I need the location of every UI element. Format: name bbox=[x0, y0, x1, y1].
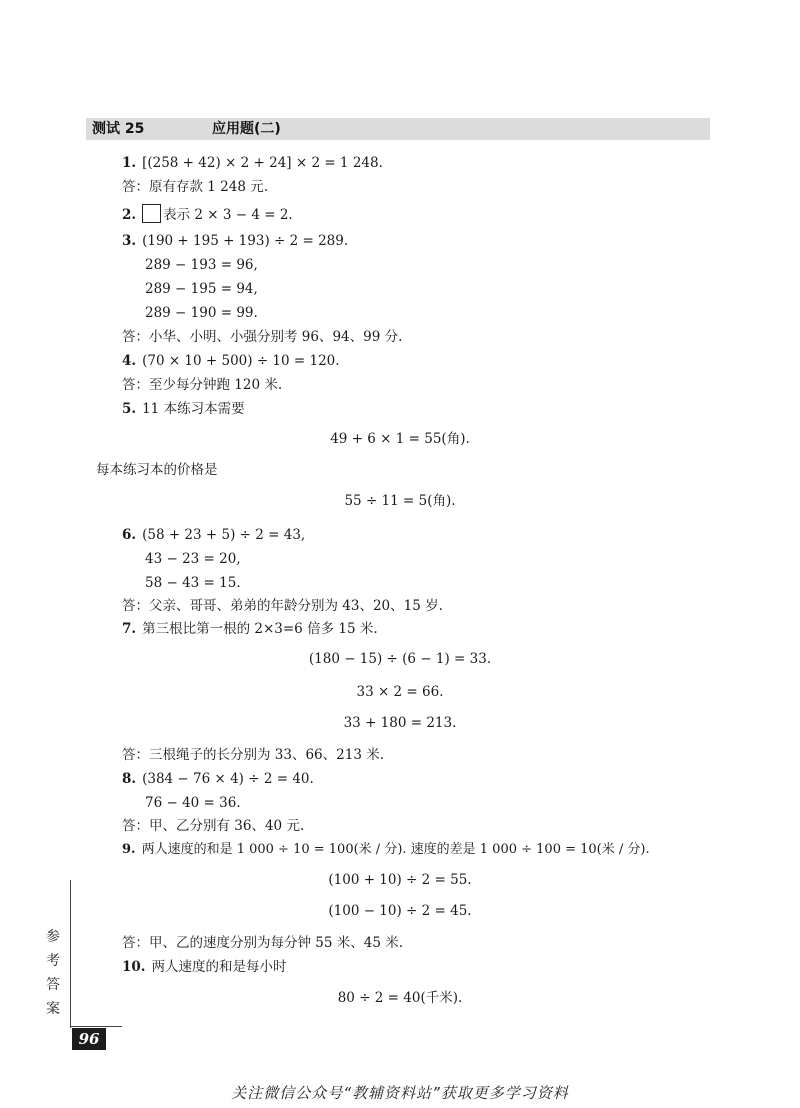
footer-note: 关注微信公众号“教辅资料站”获取更多学习资料 bbox=[231, 1084, 569, 1102]
item-number: 7. bbox=[122, 621, 137, 637]
item-number: 1. bbox=[122, 155, 137, 171]
item-10 bbox=[122, 958, 287, 976]
item-text: 两人速度的和是 1 000 ÷ 10 = 100(米 / 分). 速度的差是 1 000 ÷ 100 = 10(米 / 分). bbox=[141, 842, 650, 857]
item-1 bbox=[122, 154, 383, 172]
item-text: [(258 + 42) × 2 + 24] × 2 = 1 248. bbox=[142, 155, 383, 171]
step: 43 − 23 = 20, bbox=[145, 551, 241, 567]
equation: 33 × 2 = 66. bbox=[356, 684, 444, 700]
item-text: 表示 2 × 3 − 4 = 2. bbox=[163, 207, 293, 223]
item-text: 第三根比第一根的 2×3=6 倍多 15 米. bbox=[142, 621, 378, 637]
test-number: 测试 25 bbox=[92, 121, 145, 137]
item-text: (70 × 10 + 500) ÷ 10 = 120. bbox=[142, 353, 340, 369]
item-text: (190 + 195 + 193) ÷ 2 = 289. bbox=[142, 233, 349, 249]
answer-9: 答：甲、乙的速度分别为每分钟 55 米、45 米. bbox=[122, 935, 404, 951]
item-number: 10. bbox=[122, 959, 146, 975]
item-text: 每本练习本的价格是 bbox=[96, 462, 218, 478]
item-5 bbox=[122, 400, 245, 418]
answer-3: 答：小华、小明、小强分别考 96、94、99 分. bbox=[122, 329, 403, 345]
item-number: 5. bbox=[122, 401, 137, 417]
page-number: 96 bbox=[72, 1028, 106, 1050]
answer-6: 答：父亲、哥哥、弟弟的年龄分别为 43、20、15 岁. bbox=[122, 598, 443, 614]
step: 76 − 40 = 36. bbox=[145, 795, 241, 811]
step: 289 − 190 = 99. bbox=[145, 305, 258, 321]
item-text: (58 + 23 + 5) ÷ 2 = 43, bbox=[142, 527, 306, 543]
item-text: 两人速度的和是每小时 bbox=[151, 959, 287, 975]
item-number: 3. bbox=[122, 233, 137, 249]
item-8 bbox=[122, 770, 314, 788]
answer-7: 答：三根绳子的长分别为 33、66、213 米. bbox=[122, 747, 384, 763]
item-number: 6. bbox=[122, 527, 137, 543]
equation: (100 + 10) ÷ 2 = 55. bbox=[328, 872, 472, 888]
item-9 bbox=[122, 841, 650, 859]
item-number: 8. bbox=[122, 771, 137, 787]
equation: 49 + 6 × 1 = 55(角). bbox=[330, 431, 470, 447]
item-number: 2. bbox=[122, 207, 137, 223]
item-4 bbox=[122, 352, 340, 370]
section-header bbox=[86, 118, 710, 140]
answer-8: 答：甲、乙分别有 36、40 元. bbox=[122, 818, 305, 834]
answer-4: 答：至少每分钟跑 120 米. bbox=[122, 377, 283, 393]
answer-1: 答：原有存款 1 248 元. bbox=[122, 179, 269, 195]
item-text: 11 本练习本需要 bbox=[142, 401, 245, 417]
item-6 bbox=[122, 526, 305, 544]
step: 289 − 195 = 94, bbox=[145, 281, 258, 297]
section-title: 应用题(二) bbox=[212, 121, 281, 137]
item-text: (384 − 76 × 4) ÷ 2 = 40. bbox=[142, 771, 314, 787]
equation: 55 ÷ 11 = 5(角). bbox=[344, 493, 456, 509]
item-2 bbox=[122, 204, 293, 224]
equation: 33 + 180 = 213. bbox=[343, 715, 457, 731]
side-label: 参考答案 bbox=[46, 929, 60, 1017]
item-number: 4. bbox=[122, 353, 137, 369]
item-number: 9. bbox=[122, 842, 136, 857]
equation: (180 − 15) ÷ (6 − 1) = 33. bbox=[308, 651, 492, 667]
blank-box bbox=[142, 204, 161, 223]
equation: 80 ÷ 2 = 40(千米). bbox=[337, 990, 463, 1006]
margin-rule bbox=[70, 1026, 122, 1027]
item-7 bbox=[122, 620, 378, 638]
step: 289 − 193 = 96, bbox=[145, 257, 258, 273]
step: 58 − 43 = 15. bbox=[145, 575, 241, 591]
item-3 bbox=[122, 232, 348, 250]
equation: (100 − 10) ÷ 2 = 45. bbox=[328, 903, 472, 919]
margin-rule bbox=[70, 880, 71, 1028]
